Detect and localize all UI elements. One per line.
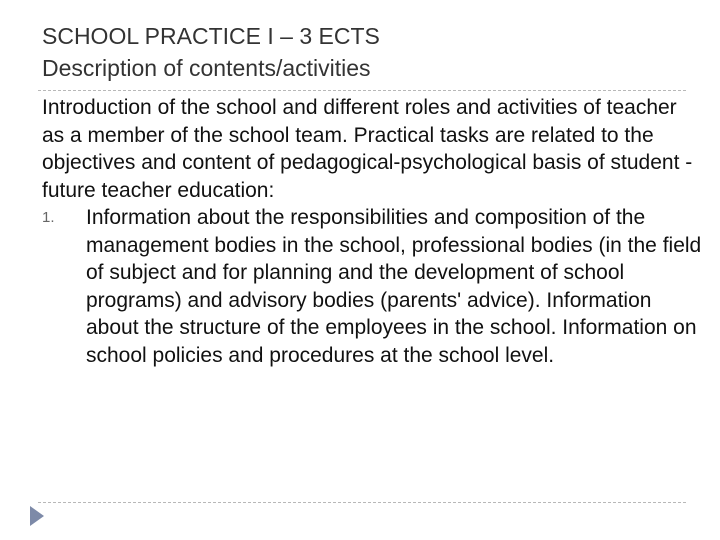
bottom-divider [38, 502, 686, 503]
slide-title: SCHOOL PRACTICE I – 3 ECTS [42, 23, 380, 49]
list-item-text: Information about the responsibilities and composition of the management bodies in the school, professional bodies (in the field of subject and for planning and the development of school programs) and advisory bodies (parents' advice). Information about the structure of the employees in the school. Information on school policies and procedures at the school level. [86, 206, 702, 367]
list-item [42, 204, 702, 369]
triangle-bullet-icon [30, 506, 44, 526]
intro-paragraph: Introduction of the school and different roles and activities of teacher as a member of the school team. Practical tasks are related to the objectives and content of pedagogical-psychological basis of student - future teacher education: [42, 96, 693, 202]
list-item-number: 1. [42, 209, 55, 226]
numbered-list [42, 204, 702, 369]
slide-body [42, 94, 702, 369]
slide-title-block [42, 20, 702, 84]
top-divider [38, 90, 686, 91]
slide-subtitle: Description of contents/activities [42, 55, 371, 81]
